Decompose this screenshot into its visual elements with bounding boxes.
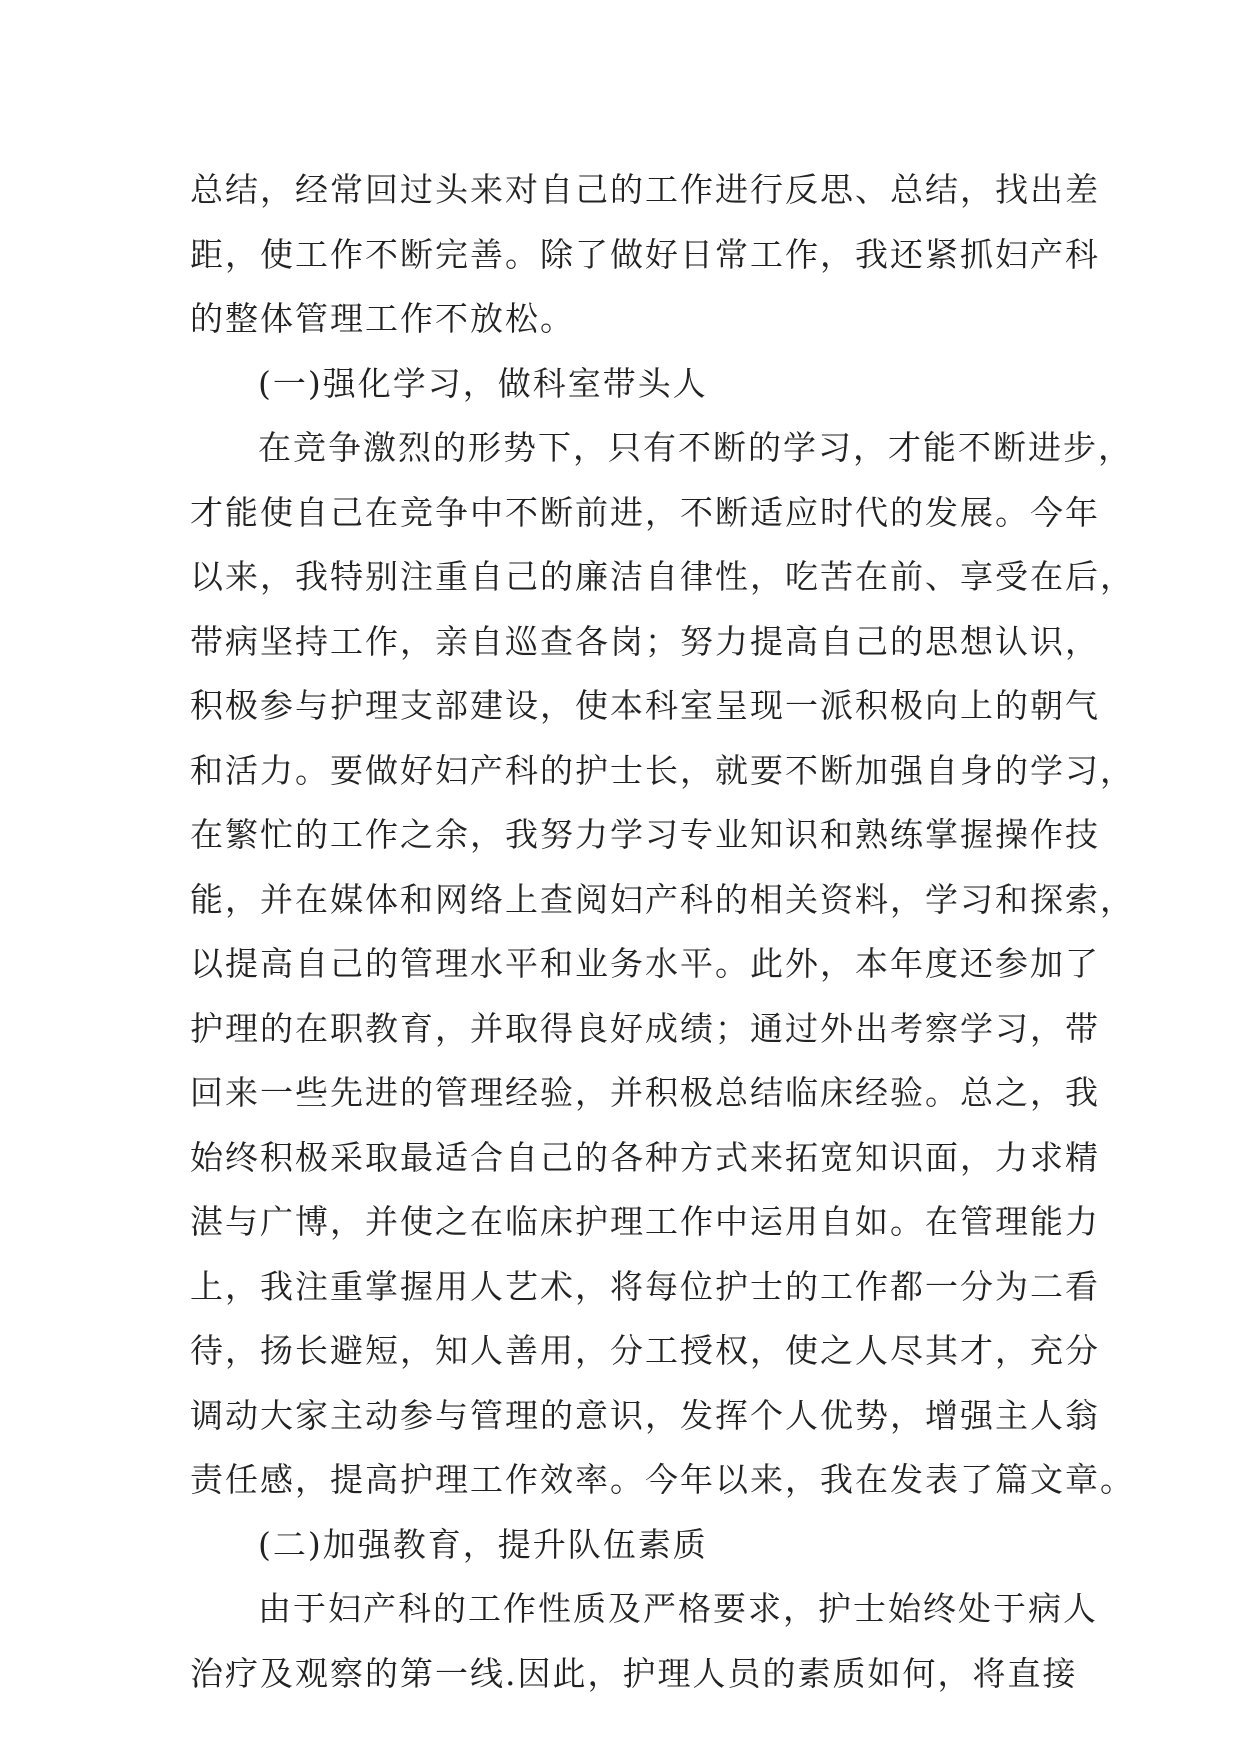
text-line: 始终积极采取最适合自己的各种方式来拓宽知识面，力求精 (190, 1137, 1100, 1177)
text-line: (二)加强教育，提升队伍素质 (258, 1524, 708, 1564)
text-line: 由于妇产科的工作性质及严格要求，护士始终处于病人 (258, 1589, 1098, 1628)
text-line: (一)强化学习，做科室带头人 (258, 363, 708, 403)
text-line: 和活力。要做好妇产科的护士长，就要不断加强自身的学习， (190, 750, 1135, 790)
text-line: 能，并在媒体和网络上查阅妇产科的相关资料，学习和探索， (190, 879, 1135, 919)
document-body (190, 158, 1135, 1706)
text-line: 在繁忙的工作之余，我努力学习专业知识和熟练掌握操作技 (190, 815, 1100, 854)
text-line: 积极参与护理支部建设，使本科室呈现一派积极向上的朝气 (190, 686, 1100, 725)
text-line: 调动大家主动参与管理的意识，发挥个人优势，增强主人翁 (190, 1395, 1100, 1435)
text-line: 待，扬长避短，知人善用，分工授权，使之人尽其才，充分 (190, 1331, 1100, 1370)
text-line: 上，我注重掌握用人艺术，将每位护士的工作都一分为二看 (190, 1266, 1100, 1306)
text-line: 回来一些先进的管理经验，并积极总结临床经验。总之，我 (190, 1073, 1100, 1112)
text-line: 才能使自己在竞争中不断前进，不断适应时代的发展。今年 (190, 492, 1100, 532)
text-line: 护理的在职教育，并取得良好成绩；通过外出考察学习，带 (190, 1008, 1100, 1048)
text-line: 距，使工作不断完善。除了做好日常工作，我还紧抓妇产科 (190, 234, 1100, 274)
text-line: 以来，我特别注重自己的廉洁自律性，吃苦在前、享受在后， (190, 557, 1135, 596)
text-line: 总结，经常回过头来对自己的工作进行反思、总结，找出差 (190, 170, 1100, 209)
text-line: 治疗及观察的第一线.因此，护理人员的素质如何，将直接 (190, 1653, 1078, 1693)
text-line: 带病坚持工作，亲自巡查各岗；努力提高自己的思想认识， (190, 621, 1100, 661)
text-line: 的整体管理工作不放松。 (190, 299, 575, 338)
text-line: 湛与广博，并使之在临床护理工作中运用自如。在管理能力 (190, 1202, 1100, 1241)
text-line: 责任感，提高护理工作效率。今年以来，我在发表了篇文章。 (190, 1460, 1135, 1499)
text-line: 以提高自己的管理水平和业务水平。此外，本年度还参加了 (190, 944, 1100, 983)
text-line: 在竞争激烈的形势下，只有不断的学习，才能不断进步， (258, 428, 1133, 467)
